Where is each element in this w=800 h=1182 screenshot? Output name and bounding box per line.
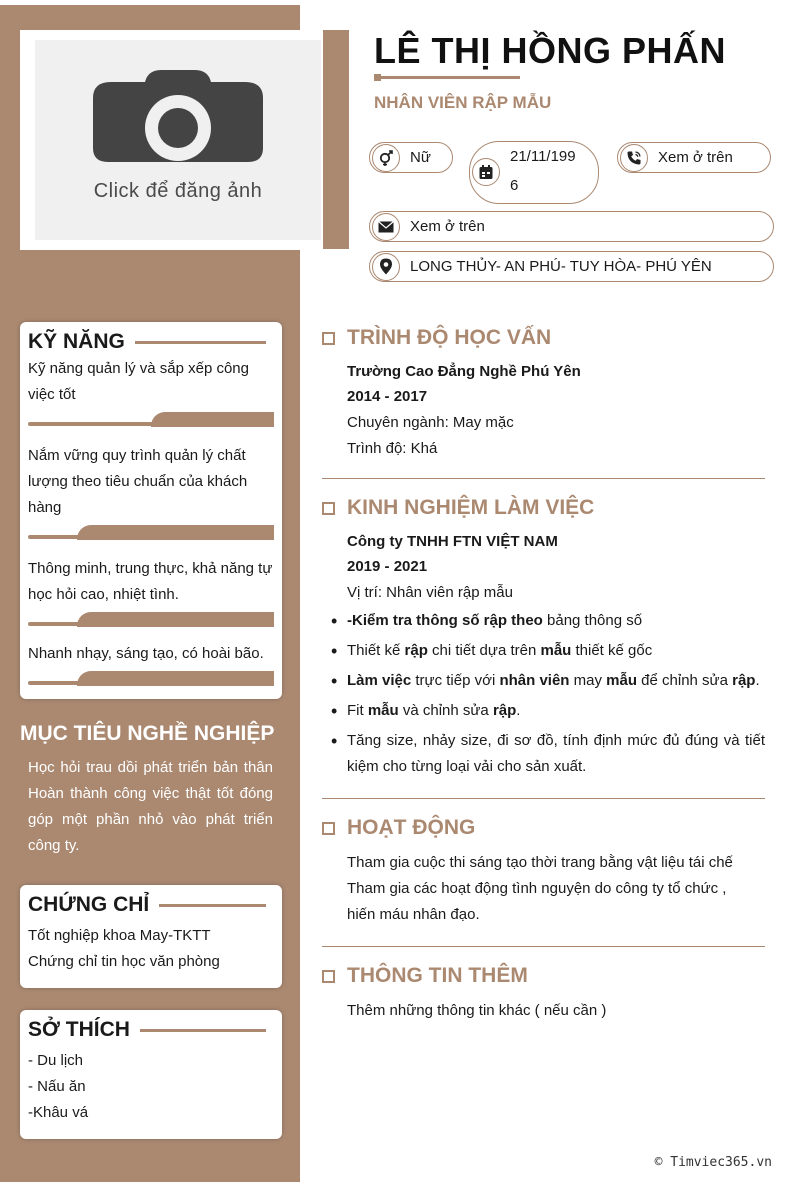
- skill-text: Nhanh nhạy, sáng tạo, có hoài bão.: [28, 645, 264, 662]
- skill-level-bar: [28, 525, 274, 540]
- skill-level-bar: [28, 412, 274, 427]
- activities-heading: HOẠT ĐỘNG: [322, 816, 475, 840]
- skill-bar-fill: [77, 525, 274, 540]
- phone-value: Xem ở trên: [658, 149, 733, 166]
- camera-icon: [93, 70, 263, 162]
- address-pill: [369, 251, 774, 282]
- school-name: Trường Cao Đẳng Nghề Phú Yên: [347, 363, 581, 380]
- experience-heading: KINH NGHIỆM LÀM VIỆC: [322, 496, 594, 520]
- section-divider: [322, 946, 765, 947]
- activity-line: Tham gia các hoạt động tình nguyện do công ty tổ chức , hiến máu nhân đạo.: [347, 880, 727, 923]
- email-value: Xem ở trên: [410, 218, 485, 235]
- hobby-line: - Du lịch: [28, 1052, 84, 1069]
- experience-body: [347, 529, 765, 780]
- goal-text: Học hỏi trau dồi phát triển bản thân Hoàn thành công việc thật tốt đóng góp một phần nhỏ vào phát triển công ty.: [28, 759, 273, 854]
- footer-credit: © Timviec365.vn: [654, 1155, 772, 1170]
- hobbies-title: SỞ THÍCH: [28, 1018, 274, 1042]
- skill-level-bar: [28, 671, 274, 686]
- skill-bar-fill: [77, 612, 274, 627]
- skill-text: Kỹ năng quản lý và sắp xếp công việc tốt: [28, 360, 249, 403]
- accent-bar: [323, 30, 349, 249]
- full-name: LÊ THỊ HỒNG PHẤN: [374, 30, 727, 71]
- duty-item: • Tăng size, nhảy size, đi sơ đồ, tính định mức đủ đúng và tiết kiệm cho từng loại vải cho sản xuất.: [347, 728, 765, 780]
- activity-line: Tham gia cuộc thi sáng tạo thời trang bằng vật liệu tái chế: [347, 854, 733, 871]
- title-rule: [135, 341, 266, 344]
- certificates-title: CHỨNG CHỈ: [28, 893, 274, 917]
- section-divider: [322, 798, 765, 799]
- education-body: [347, 359, 765, 461]
- location-pin-icon: [372, 253, 400, 281]
- education-years: 2014 - 2017: [347, 388, 428, 405]
- certificate-line: Chứng chỉ tin học văn phòng: [28, 953, 220, 970]
- experience-position: Vị trí: Nhân viên rập mẫu: [347, 584, 513, 601]
- education-grade: Trình độ: Khá: [347, 440, 438, 457]
- photo-label: Click để đăng ảnh: [93, 180, 263, 202]
- phone-pill: [617, 142, 771, 173]
- skill-level-bar: [28, 612, 274, 627]
- birthdate-line-2: 6: [510, 177, 519, 194]
- hobbies-card: [20, 1010, 282, 1139]
- section-square-icon: [322, 502, 335, 515]
- phone-icon: [620, 144, 648, 172]
- certificate-line: Tốt nghiệp khoa May-TKTT: [28, 927, 211, 944]
- section-square-icon: [322, 332, 335, 345]
- section-square-icon: [322, 822, 335, 835]
- email-pill: [369, 211, 774, 242]
- skill-bar-fill: [77, 671, 274, 686]
- skill-text: Thông minh, trung thực, khả năng tự học hỏi cao, nhiệt tình.: [28, 560, 273, 603]
- education-major: Chuyên ngành: May mặc: [347, 414, 514, 431]
- calendar-icon: [472, 158, 500, 186]
- name-underline: [374, 76, 520, 79]
- skills-card: [20, 322, 282, 699]
- gender-icon: [372, 144, 400, 172]
- section-square-icon: [322, 970, 335, 983]
- birthdate-pill: [469, 141, 599, 204]
- duty-item: • Thiết kế rập chi tiết dựa trên mẫu thiết kế gốc: [347, 638, 765, 664]
- photo-upload[interactable]: [35, 40, 321, 240]
- mail-icon: [372, 213, 400, 241]
- address-value: LONG THỦY- AN PHÚ- TUY HÒA- PHÚ YÊN: [410, 258, 712, 275]
- experience-years: 2019 - 2021: [347, 558, 428, 575]
- certificates-card: [20, 885, 282, 988]
- skill-text: Nắm vững quy trình quản lý chất lượng theo tiêu chuẩn của khách hàng: [28, 447, 248, 516]
- gender-value: Nữ: [410, 149, 431, 166]
- duty-list: [347, 608, 765, 780]
- skill-bar-fill: [151, 412, 274, 427]
- job-title: NHÂN VIÊN RẬP MẪU: [374, 93, 552, 112]
- extra-body: Thêm những thông tin khác ( nếu cần ): [347, 1002, 607, 1019]
- education-heading: TRÌNH ĐỘ HỌC VẤN: [322, 326, 551, 350]
- hobby-line: -Khâu vá: [28, 1104, 89, 1121]
- birthdate-line-1: 21/11/199: [510, 148, 576, 165]
- activities-body: [347, 850, 765, 928]
- extra-heading: THÔNG TIN THÊM: [322, 964, 528, 988]
- title-rule: [140, 1029, 266, 1032]
- skills-title: KỸ NĂNG: [28, 330, 274, 354]
- section-divider: [322, 478, 765, 479]
- company-name: Công ty TNHH FTN VIỆT NAM: [347, 533, 558, 550]
- title-rule: [159, 904, 266, 907]
- goal-title: MỤC TIÊU NGHỀ NGHIỆP: [20, 722, 275, 745]
- duty-item: • Làm việc trực tiếp với nhân viên may mẫu để chỉnh sửa rập.: [347, 668, 765, 694]
- duty-item: • Fit mẫu và chỉnh sửa rập.: [347, 698, 765, 724]
- gender-pill: [369, 142, 453, 173]
- hobby-line: - Nấu ăn: [28, 1078, 86, 1095]
- duty-item: • -Kiểm tra thông số rập theo bảng thông số: [347, 608, 765, 634]
